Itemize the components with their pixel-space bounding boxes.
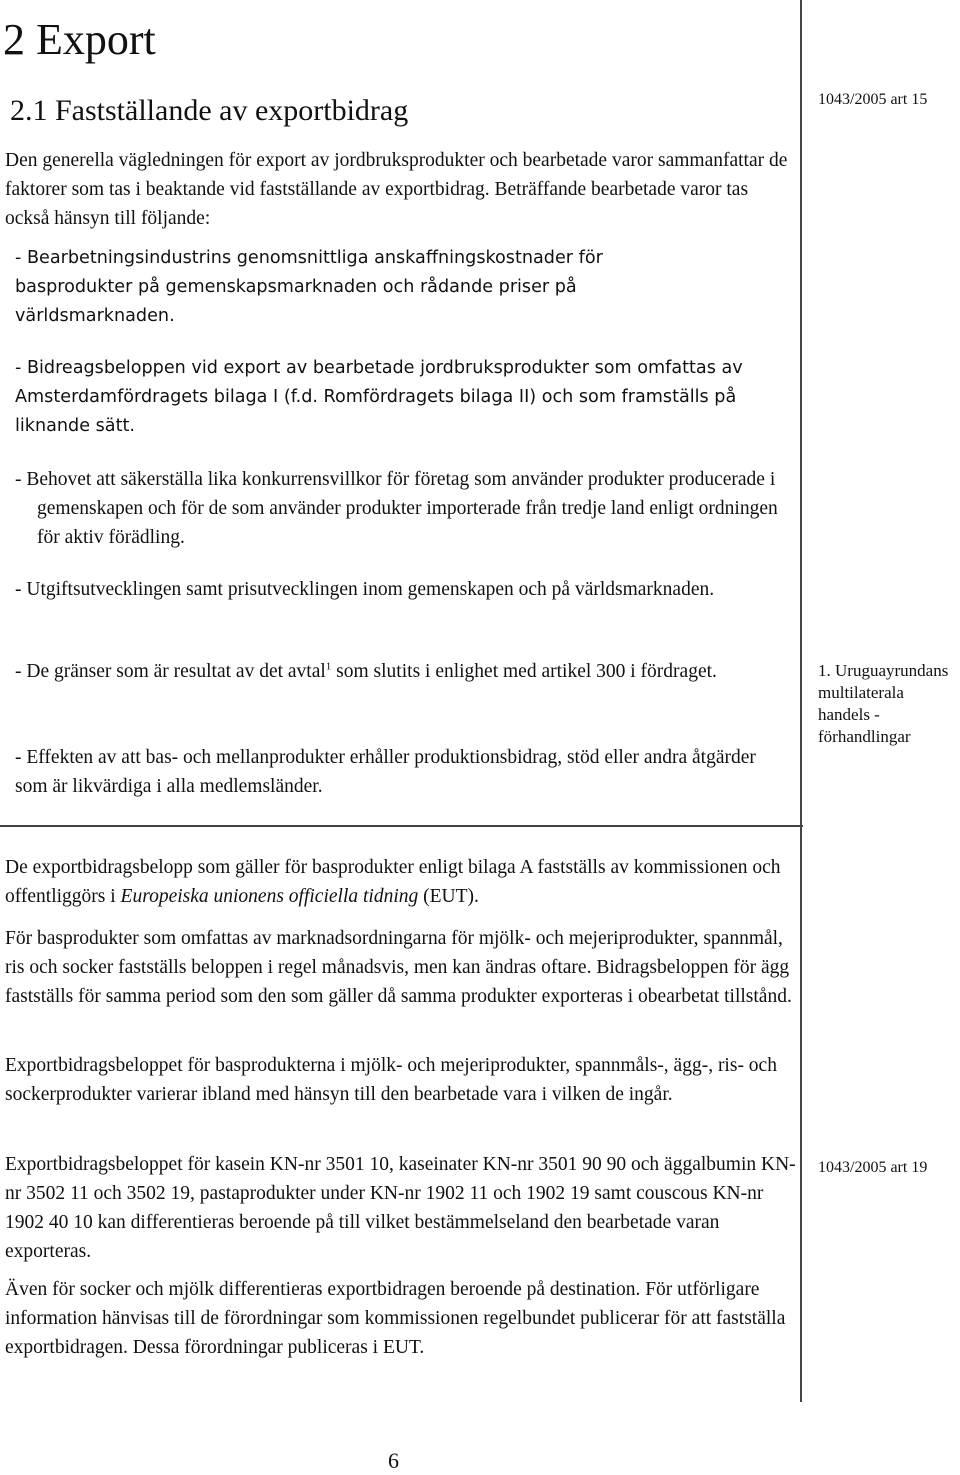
bullet-5-text-a: - De gränser som är resultat av det avtal (15, 661, 326, 682)
p1-publication-title: Europeiska unionens officiella tidning (120, 886, 419, 907)
margin-ref-art15: 1043/2005 art 15 (818, 91, 928, 108)
body-paragraph-3: Exportbidragsbeloppet för basprodukterna i mjölk- och mejeriprodukter, spannmåls-, ägg-, ris- och sockerprodukter varierar ibland med hänsyn till den bearbetade vara i vilken de ingår. (5, 1055, 777, 1105)
vertical-margin-rule (800, 0, 802, 1402)
bullet-5-text-b: som slutits i enlighet med artikel 300 i fördraget. (331, 661, 717, 682)
margin-footnote: 1. Uruguayrundans multilaterala handels - förhandlingar (818, 661, 949, 746)
bullet-3: - Behovet att säkerställa lika konkurrensvillkor för företag som använder produkter producerade i gemenskapen och för de som använder produkter importerade från tredje land enligt ordningen för aktiv förädling. (15, 469, 778, 548)
body-paragraph-1 (5, 853, 800, 911)
bullet-2: - Bidreagsbeloppen vid export av bearbetade jordbruksprodukter som omfattas av Amsterdamfördragets bilaga I (f.d. Romfördragets bilaga II) och som framställs på liknande sätt. (15, 358, 743, 436)
footnote-marker: 1 (325, 660, 332, 673)
bullet-4: - Utgiftsutvecklingen samt prisutvecklingen inom gemenskapen och på världsmarknaden. (15, 579, 715, 600)
margin-ref-art19: 1043/2005 art 19 (818, 1159, 928, 1176)
body-paragraph-2: För basprodukter som omfattas av marknadsordningarna för mjölk- och mejeriprodukter, spannmål, ris och socker fastställs beloppen i regel månadsvis, men kan ändras oftare. Bidragsbeloppen för ägg fastställs för samma period som den som gäller då samma produkter exporteras i obearbetat tillstånd. (5, 928, 792, 1007)
p1-text-b: (EUT). (418, 886, 479, 907)
section-heading: 2.1 Fastställande av exportbidrag (10, 94, 409, 127)
body-paragraph-4: Exportbidragsbeloppet för kasein KN-nr 3501 10, kaseinater KN-nr 3501 90 90 och äggalbumin KN-nr 3502 11 och 3502 19, pastaprodukter under KN-nr 1902 11 och 1902 19 samt couscous KN-nr 1902 40 10 kan differentieras beroende på till vilket bestämmelseland den bearbetade varan exporteras. (5, 1154, 796, 1262)
page-number: 6 (388, 1448, 399, 1473)
intro-paragraph: Den generella vägledningen för export av jordbruksprodukter och bearbetade varor sammanfattar de faktorer som tas i beaktande vid fastställande av exportbidrag. Beträffande bearbetade varor tas också hänsyn till följande: (5, 150, 788, 229)
body-paragraph-5: Även för socker och mjölk differentieras exportbidragen beroende på destination. För utförligare information hänvisas till de förordningar som kommissionen regelbundet publicerar för att fastställa exportbidragen. Dessa förordningar publiceras i EUT. (5, 1279, 786, 1358)
bullet-6: - Effekten av att bas- och mellanprodukter erhåller produktionsbidrag, stöd eller andra åtgärder som är likvärdiga i alla medlemsländer. (15, 747, 756, 797)
bullet-5 (15, 657, 797, 686)
page-heading: 2 Export (3, 15, 156, 64)
bullet-1: - Bearbetningsindustrins genomsnittliga anskaffningskostnader för basprodukter på gemenskapsmarknaden och rådande priser på världsmarknaden. (15, 248, 603, 326)
section-divider (0, 825, 803, 827)
p1-text-a: De exportbidragsbelopp som gäller för basprodukter enligt bilaga A fastställs av kommissionen och offentliggörs i (5, 857, 781, 907)
